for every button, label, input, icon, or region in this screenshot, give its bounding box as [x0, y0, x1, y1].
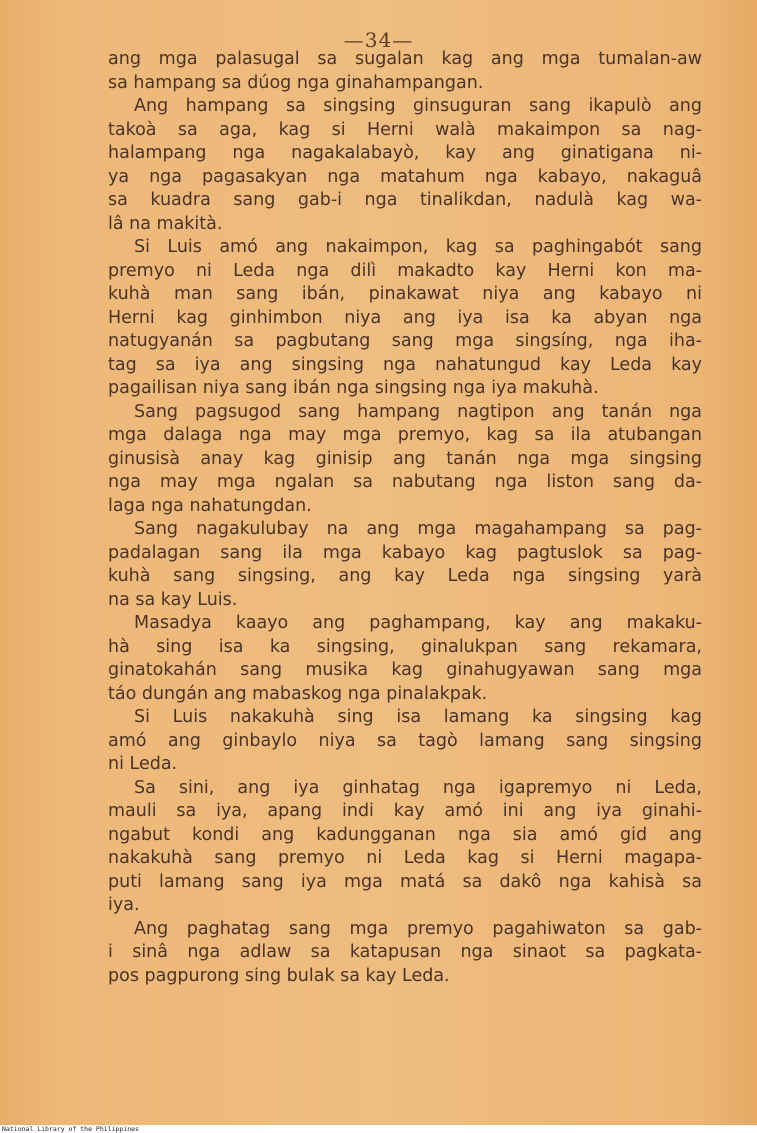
page-number: —34—	[343, 28, 414, 52]
text-line: ya nga pagasakyan nga matahum nga kabayo, nakaguâ	[108, 166, 702, 187]
text-line: i sinâ nga adlaw sa katapusan nga sinaot sa pagkata-	[108, 942, 702, 962]
text-line: ni Leda.	[108, 754, 178, 774]
text-line: nga may mga ngalan sa nabutang nga liston sang da-	[108, 472, 702, 492]
body-text	[108, 48, 702, 988]
text-line: Si Luis nakakuhà sing isa lamang ka singsing kag	[134, 707, 702, 727]
text-line: pagailisan niya sang ibán nga singsing nga iya makuhà.	[108, 378, 599, 398]
text-line: laga nga nahatungdan.	[108, 495, 312, 516]
text-line: ngabut kondi ang kadungganan nga sia amó gid ang	[108, 824, 702, 845]
text-line: lâ na makità.	[108, 213, 223, 234]
text-line: mga dalaga nga may mga premyo, kag sa ila atubangan	[108, 425, 702, 445]
text-line: ginatokahán sang musika kag ginahugyawan sang mga	[108, 660, 702, 680]
text-line: Sa sini, ang iya ginhatag nga igapremyo ni Leda,	[134, 777, 702, 798]
text-line: Ang hampang sa singsing ginsuguran sang ikapulò ang	[134, 96, 702, 116]
text-line: mauli sa iya, apang indi kay amó ini ang iya ginahi-	[108, 801, 702, 821]
text-line: na sa kay Luis.	[108, 589, 238, 610]
text-line: kuhà man sang ibán, pinakawat niya ang kabayo ni	[108, 284, 702, 304]
text-line: ang mga palasugal sa sugalan kag ang mga tumalan-aw	[108, 49, 702, 69]
text-line: iya.	[108, 895, 140, 915]
text-line: hà sing isa ka singsing, ginalukpan sang rekamara,	[108, 636, 702, 657]
library-credit: National Library of the Philippines	[2, 1125, 139, 1133]
text-line: puti lamang sang iya mga matá sa dakô nga kahisà sa	[108, 871, 702, 892]
text-line: natugyanán sa pagbutang sang mga singsíng, nga iha-	[108, 331, 702, 351]
text-line: premyo ni Leda nga dilì makadto kay Herni kon ma-	[108, 260, 702, 281]
text-line: Herni kag ginhimbon niya ang iya isa ka abyan nga	[108, 307, 702, 328]
text-line: Masadya kaayo ang paghampang, kay ang makaku-	[134, 613, 702, 633]
text-line: tag sa iya ang singsing nga nahatungud kay Leda kay	[108, 354, 702, 375]
text-line: kuhà sang singsing, ang kay Leda nga singsing yarà	[108, 566, 702, 586]
text-line: takoà sa aga, kag si Herni walà makaimpon sa nag-	[108, 119, 702, 140]
text-line: amó ang ginbaylo niya sa tagò lamang sang singsing	[108, 730, 702, 751]
text-line: padalagan sang ila mga kabayo kag pagtuslok sa pag-	[108, 542, 702, 563]
text-line: sa kuadra sang gab-i nga tinalikdan, nadulà kag wa-	[108, 190, 702, 210]
text-line: Sang pagsugod sang hampang nagtipon ang tanán nga	[134, 401, 702, 422]
text-line: Sang nagakulubay na ang mga magahampang sa pag-	[134, 519, 702, 539]
text-line: halampang nga nagakalabayò, kay ang ginatigana ni-	[108, 143, 702, 163]
text-line: Si Luis amó ang nakaimpon, kag sa paghingabót sang	[134, 237, 702, 257]
text-line: ginusisà anay kag ginisip ang tanán nga mga singsing	[108, 448, 702, 469]
text-line: sa hampang sa dúog nga ginahampangan.	[108, 72, 484, 93]
text-line: táo dungán ang mabaskog nga pinalakpak.	[108, 683, 488, 704]
text-line: pos pagpurong sing bulak sa kay Leda.	[108, 965, 450, 986]
text-line: Ang paghatag sang mga premyo pagahiwaton sa gab-	[134, 918, 702, 939]
text-line: nakakuhà sang premyo ni Leda kag si Herni magapa-	[108, 848, 702, 868]
